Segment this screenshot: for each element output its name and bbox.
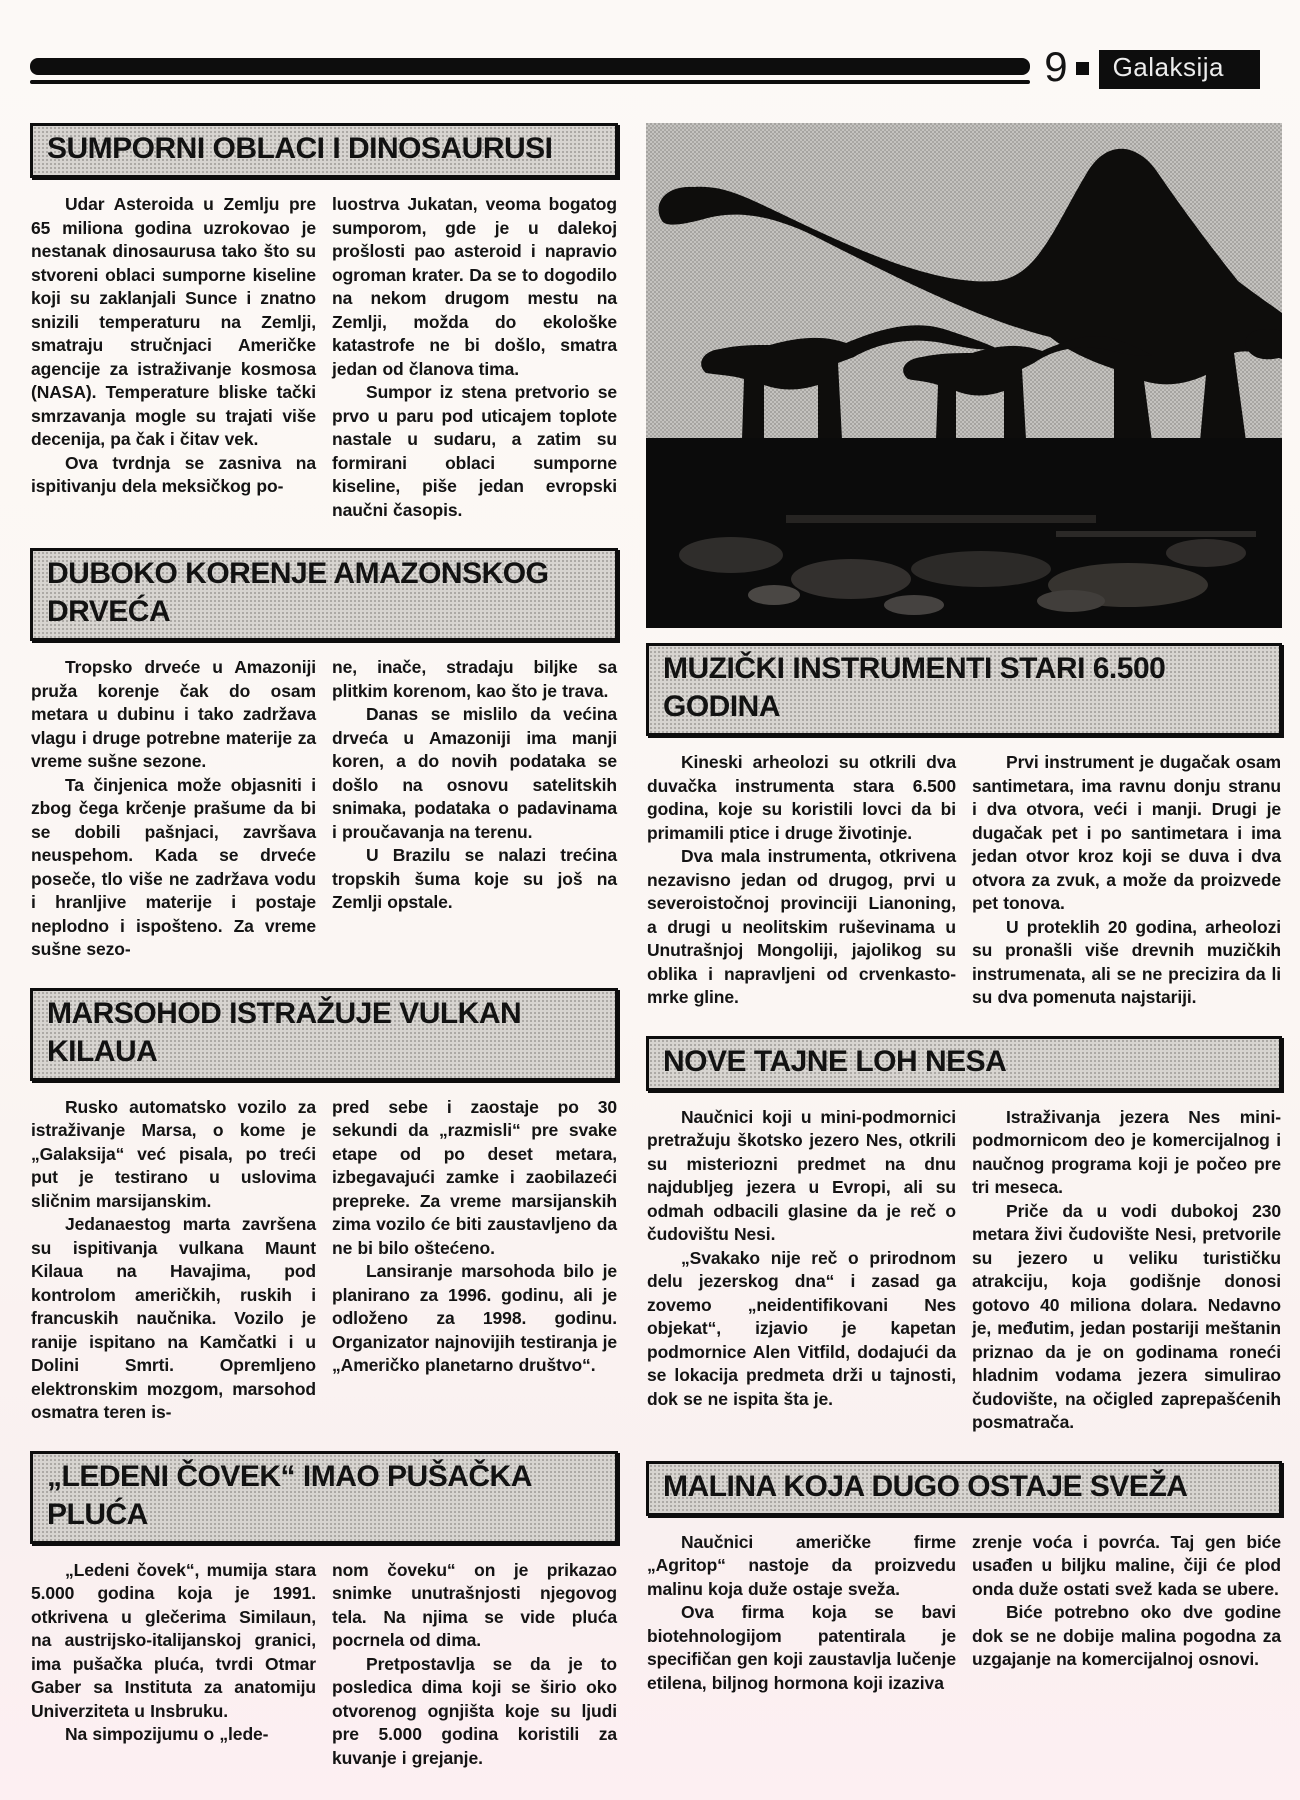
article-title [646, 1036, 1282, 1091]
article-title [646, 1461, 1282, 1516]
article-paragraph: Prvi instrument je dugačak osam santimetara, ima ravnu donju stranu i dva otvora, veći i manji. Drugi je dugačak pet i po santimetara i ima jedan otvor kroz koji se duva i dva otvora za zvuk, a može da proizvede pet tonova. [972, 752, 1281, 913]
article-paragraph: Sumpor iz stena pretvorio se prvo u paru pod uticajem toplote nastale u sudaru, a zatim su formirani oblaci sumporne kiseline, piše jedan evropski naučni časopis. [332, 382, 617, 520]
article-column [332, 1096, 617, 1425]
article-column [972, 751, 1281, 1010]
article-paragraph: Jedanaestog marta završena su ispitivanja vulkana Maunt Kilaua na Havajima, pod kontrolom američkih, ruskih i francuskih naučnika. Vozilo je ranije ispitano na Kamčatki i u Dolini Smrti. Opremljeno elektronskim mozgom, marsohod osmatra teren is- [31, 1214, 316, 1422]
article-paragraph: Lansiranje marsohoda bilo je planirano za 1996. godinu, ali je odloženo za 1998. godinu. Organizator najnovijih testiranja je „Američko planetarno društvo“. [332, 1261, 617, 1375]
ground-rock [884, 595, 944, 615]
ground-streak [786, 515, 1096, 523]
article-column [31, 193, 316, 522]
ground-rock [748, 585, 800, 605]
page-content [0, 89, 1300, 1796]
article-paragraph: Dva mala instrumenta, otkrivena nezavisno jedan od drugog, prvi u severoistočnoj provinciji Lianoning, a drugi u neolitskim ruševinama u Unutrašnjoj Mongoliji, jajolikog su oblika i napravljeni od crvenkasto-mrke gline. [647, 846, 956, 1007]
article-title-text: MARSOHOD ISTRAŽUJE VULKAN KILAUA [47, 996, 522, 1068]
article-column [332, 193, 617, 522]
article-paragraph: Istraživanja jezera Nes mini-podmornicom deo je komercijalnog i naučnog programa koji je počeo pre tri meseca. [972, 1106, 1281, 1197]
article-paragraph: pred sebe i zaostaje po 30 sekundi da „razmisli“ pre svake etape od po deset metara, izbegavajući zamke i zaobilazeći prepreke. Za vreme marsijanskih zima vozilo će biti zaustavljeno da ne bi bilo oštećeno. [332, 1096, 617, 1258]
dinosaur-silhouettes-image [646, 123, 1282, 628]
ground-rock [791, 559, 911, 599]
header-rules [30, 58, 1030, 84]
article-title-text: MUZIČKI INSTRUMENTI STARI 6.500 GODINA [663, 652, 1166, 723]
article-paragraph: ne, inače, stradaju biljke sa plitkim korenom, kao što je trava. [332, 657, 617, 701]
article-marsohod [30, 988, 618, 1425]
article-paragraph: nom čoveku“ on je prikazao snimke unutrašnjosti njegovog tela. Na njima se vide pluća pocrnela od dima. [332, 1559, 617, 1650]
article-paragraph: „Svakako nije reč o prirodnom delu jezerskog dna“ i zasad ga zovemo „neidentifikovani Nes objekat“, izjavio je kapetan podmornice Alen Vitfild, dodajući da se lokacija predmeta drži u tajnosti, dok se ne ispita šta je. [647, 1247, 956, 1409]
article-paragraph: Ova firma koja se bavi biotehnologijom patentirala je specifičan gen koji zaustavlja lučenje etilena, biljnog hormona koji izaziva [647, 1602, 956, 1693]
article-column [31, 1096, 316, 1425]
ground-streak [1056, 531, 1256, 537]
article-column [31, 656, 316, 962]
article-paragraph: Tropsko drveće u Amazoniji pruža korenje čak do osam metara u dubinu i tako zadržava vlagu i druge potrebne materije za vreme sušne sezone. [31, 657, 316, 771]
magazine-badge: Galaksija [1099, 50, 1260, 89]
article-paragraph: Rusko automatsko vozilo za istraživanje Marsa, o kome je „Galaksija“ već pisala, po treći put je testirano u uslovima sličnim marsijanskim. [31, 1096, 316, 1211]
article-column [647, 1531, 956, 1696]
article-paragraph: Priče da u vodi dubokoj 230 metara živi čudovište Nesi, pretvorile su jezero u veliku turističku atrakciju, koja godišnje donosi gotovo 40 miliona dolara. Nedavno je, međutim, jedan postariji meštanin priznao da je on godinama roneći hladnim vodama jezera simulirao čudovište, na očigled zaprepašćenih posmatrača. [972, 1200, 1281, 1432]
article-paragraph: Kineski arheolozi su otkrili dva duvačka instrumenta stara 6.500 godina, koje su koristili lovci da bi primamili ptice i druge životinje. [647, 752, 956, 843]
ground-rock [911, 551, 1051, 587]
right-column-region [646, 123, 1282, 1796]
article-paragraph: U proteklih 20 godina, arheolozi su pronašli više drevnih muzičkih instrumenata, ali se ne precizira da li su dva pomenuta najstariji. [972, 916, 1281, 1007]
article-column [647, 751, 956, 1010]
article-title-text: SUMPORNI OBLACI I DINOSAURUSI [47, 132, 553, 165]
article-duboko-korenje [30, 548, 618, 962]
article-column [647, 1106, 956, 1435]
article-paragraph: Naučnici američke firme „Agritop“ nastoje da proizvedu malinu koja duže ostaje sveža. [647, 1531, 956, 1599]
article-column [972, 1106, 1281, 1435]
article-muzicki-instrumenti [646, 643, 1282, 1010]
ground-rock [1166, 539, 1246, 567]
divider-rule-thick [30, 58, 1030, 75]
article-paragraph: Biće potrebno oko dve godine dok se ne dobije malina pogodna za uzgajanje na komercijalnoj osnovi. [972, 1602, 1281, 1669]
left-column-region [30, 123, 618, 1796]
article-title-text: NOVE TAJNE LOH NESA [663, 1044, 1007, 1078]
article-title [30, 123, 618, 178]
article-sumporni-oblaci [30, 123, 618, 522]
page-number: 9 [1044, 43, 1068, 90]
article-column [332, 656, 617, 962]
dinosaur-photo [646, 123, 1282, 628]
article-loh-nes [646, 1036, 1282, 1435]
article-ledeni-covek [30, 1451, 618, 1771]
article-paragraph: zrenje voća i povrća. Taj gen biće usađen u biljku maline, čiji će plod onda duže ostati svež kada se ubere. [972, 1531, 1281, 1599]
article-title-text: MALINA KOJA DUGO OSTAJE SVEŽA [663, 1469, 1188, 1503]
article-paragraph: Ta činjenica može objasniti i zbog čega krčenje prašume da bi se dobili pašnjaci, završava neuspehom. Kada se drveće poseče, tlo više ne zadržava vodu i hranljive materije i postaje neplodno i ispošteno. Za vreme sušne sezo- [31, 774, 316, 959]
article-paragraph: Na simpozijumu o „lede- [65, 1724, 269, 1744]
article-title [30, 1451, 618, 1544]
article-paragraph: Danas se mislilo da većina drveća u Amazoniji ima manji koren, a do novih podataka se došlo na osnovu satelitskih snimaka, podataka o padavinama i proučavanja na terenu. [332, 704, 617, 842]
article-title [30, 988, 618, 1081]
article-column [972, 1531, 1281, 1696]
article-paragraph: Ova tvrdnja se zasniva na ispitivanju dela meksičkog po- [31, 452, 316, 496]
divider-rule-thin [30, 80, 1030, 84]
article-column [332, 1559, 617, 1771]
article-column [31, 1559, 316, 1771]
article-title-text: DUBOKO KORENJE AMAZONSKOG DRVEĆA [47, 557, 549, 628]
article-title [30, 548, 618, 641]
article-paragraph: U Brazilu se nalazi trećina tropskih šuma koje su još na Zemlji opstale. [332, 845, 617, 912]
article-paragraph: Naučnici koji u mini-podmornici pretražuju škotsko jezero Nes, otkrili su misteriozni predmet na dnu najdubljeg jezera u Evropi, ali su odmah odbacili glasine da je reč o čudovištu Nesi. [647, 1106, 956, 1244]
article-title [646, 643, 1282, 736]
ground-rock [679, 537, 783, 573]
article-paragraph: „Ledeni čovek“, mumija stara 5.000 godina koja je 1991. otkrivena u glečerima Similaun, na austrijsko-italijanskoj granici, ima pušačka pluća, tvrdi Otmar Gaber sa Instituta za anatomiju Univerziteta u Insbruku. [31, 1559, 316, 1721]
article-paragraph: luostrva Jukatan, veoma bogatog sumporom, gde je u dalekoj prošlosti pao asteroid i napravio ogroman krater. Da se to dogodilo na nekom drugom mestu na Zemlji, možda do ekološke katastrofe ne bi došlo, smatra jedan od članova tima. [332, 194, 617, 379]
article-paragraph: Udar Asteroida u Zemlju pre 65 miliona godina uzrokovao je nestanak dinosaurusa tako što su stvoreni oblaci sumporne kiseline koji su zaklanjali Sunce i znatno snizili temperaturu na Zemlji, smatraju stručnjaci Američke agencije za istraživanje kosmosa (NASA). Temperature bliske tački smrzavanja mogle su trajati više decenija, pa čak i čitav vek. [31, 194, 316, 449]
ground-rock [1037, 590, 1105, 612]
article-malina [646, 1461, 1282, 1696]
square-bullet-icon [1076, 62, 1089, 75]
article-paragraph: Pretpostavlja se da je to posledica dima koji se širio oko otvorenog ognjišta koje su ljudi pre 5.000 godina koristili za kuvanje i grejanje. [332, 1653, 617, 1768]
article-title-text: „LEDENI ČOVEK“ IMAO PUŠAČKA PLUĆA [47, 1459, 531, 1531]
page-header [0, 0, 1300, 89]
